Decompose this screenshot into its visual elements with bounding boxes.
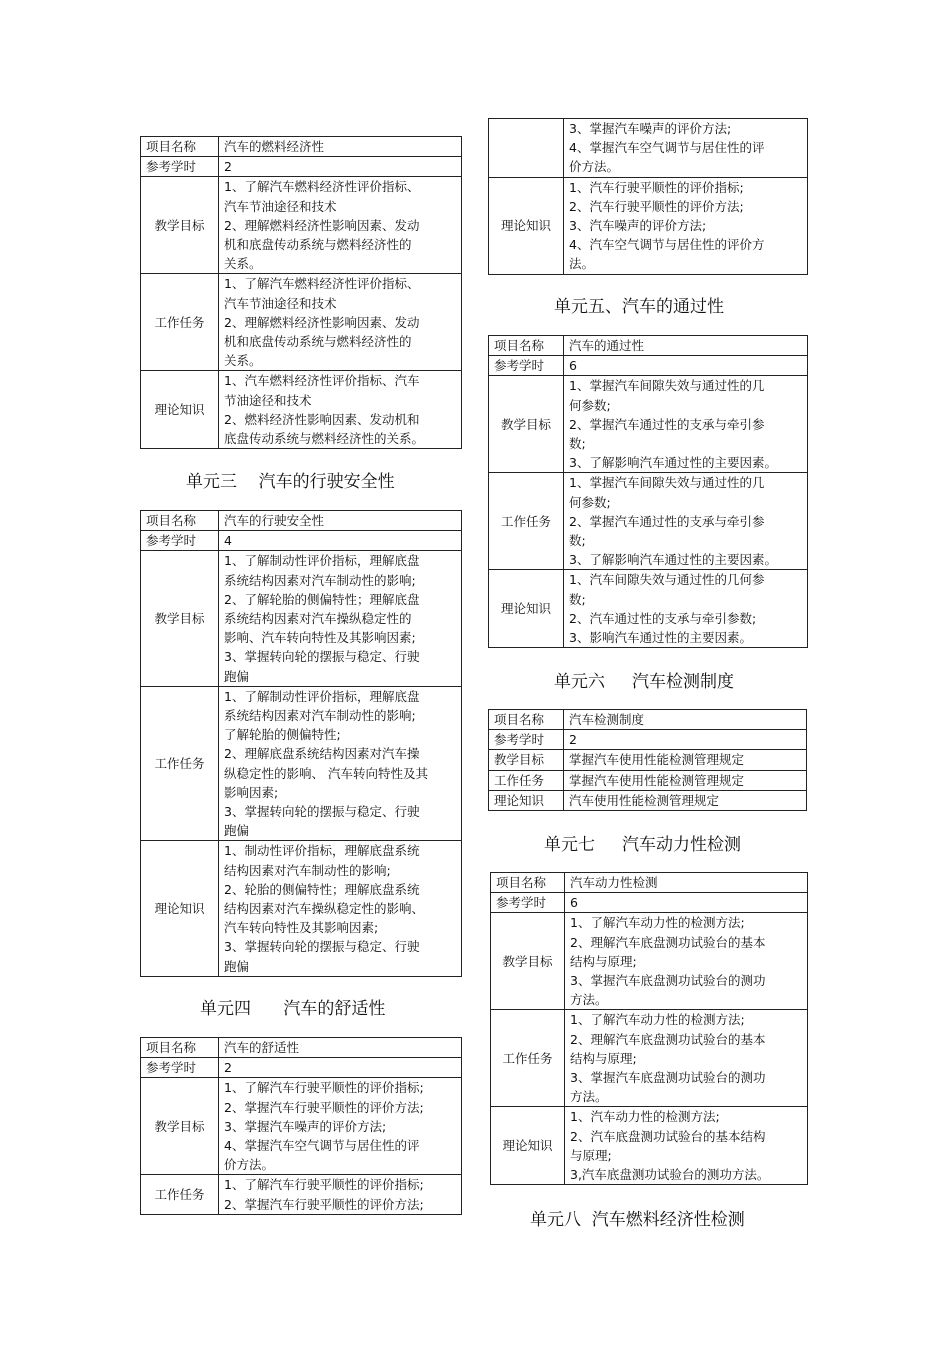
hours-value: 2: [219, 1058, 462, 1078]
hours-label: 参考学时: [489, 730, 564, 750]
theory-value: 1、汽车燃料经济性评价指标、汽车 节油途径和技术 2、燃料经济性影响因素、发动机和 底盘传动系统与燃料经济性的关系。: [219, 371, 462, 449]
task-value: 掌握汽车使用性能检测管理规定: [564, 770, 807, 790]
goal-label: 教学目标: [491, 913, 565, 1010]
goal-label: 教学目标: [489, 750, 564, 770]
hours-value: 4: [219, 531, 462, 551]
unit7-heading: 单元七 汽车动力性检测: [544, 835, 742, 855]
hours-label: 参考学时: [489, 356, 564, 376]
theory-label: 理论知识: [141, 371, 219, 449]
theory-label: 理论知识: [489, 790, 564, 810]
theory-label: 理论知识: [489, 570, 564, 648]
theory-label: 理论知识: [141, 841, 219, 976]
project-name-label: 项目名称: [141, 511, 219, 531]
task-value: 1、了解汽车动力性的检测方法; 2、理解汽车底盘测功试验台的基本 结构与原理; 3、掌握汽车底盘测功试验台的测功 方法。: [565, 1010, 808, 1107]
hours-value: 6: [565, 893, 808, 913]
task-label: 工作任务: [489, 473, 564, 570]
unit4-table: [140, 1037, 462, 1215]
unit4-table-continued: [488, 118, 808, 275]
hours-value: 2: [564, 730, 807, 750]
unit4-heading: 单元四 汽车的舒适性: [200, 999, 386, 1019]
project-name-value: 汽车的通过性: [564, 336, 808, 356]
goal-value: 1、了解汽车行驶平顺性的评价指标; 2、掌握汽车行驶平顺性的评价方法; 3、掌握汽车噪声的评价方法; 4、掌握汽车空气调节与居住性的评 价方法。: [219, 1078, 462, 1175]
hours-label: 参考学时: [491, 893, 565, 913]
goal-label: 教学目标: [141, 1078, 219, 1175]
unit5-heading: 单元五、汽车的通过性: [554, 297, 724, 317]
goal-value: 1、了解汽车动力性的检测方法; 2、理解汽车底盘测功试验台的基本 结构与原理; 3、掌握汽车底盘测功试验台的测功 方法。: [565, 913, 808, 1010]
task-label-continued: [489, 119, 564, 178]
theory-label: 理论知识: [491, 1107, 565, 1185]
unit3-table: [140, 510, 462, 977]
theory-label: 理论知识: [489, 177, 564, 274]
task-value: 1、了解制动性评价指标，理解底盘 系统结构因素对汽车制动性的影响; 了解轮胎的侧偏特性; 2、理解底盘系统结构因素对汽车操 纵稳定性的影响、 汽车转向特性及其 影响因素; 3、掌握转向轮的摆振与稳定、行驶 跑偏: [219, 686, 462, 841]
task-label: 工作任务: [491, 1010, 565, 1107]
goal-value: 掌握汽车使用性能检测管理规定: [564, 750, 807, 770]
goal-label: 教学目标: [141, 551, 219, 686]
project-name-label: 项目名称: [489, 336, 564, 356]
unit8-heading: 单元八 汽车燃料经济性检测: [530, 1210, 745, 1230]
task-label: 工作任务: [489, 770, 564, 790]
project-name-label: 项目名称: [141, 137, 219, 157]
project-name-label: 项目名称: [491, 873, 565, 893]
project-name-value: 汽车的行驶安全性: [219, 511, 462, 531]
goal-value: 1、了解汽车燃料经济性评价指标、 汽车节油途径和技术 2、理解燃料经济性影响因素、发动 机和底盘传动系统与燃料经济性的 关系。: [219, 177, 462, 274]
hours-label: 参考学时: [141, 1058, 219, 1078]
theory-value: 1、汽车动力性的检测方法; 2、汽车底盘测功试验台的基本结构 与原理; 3,汽车底盘测功试验台的测功方法。: [565, 1107, 808, 1185]
task-label: 工作任务: [141, 274, 219, 371]
unit2-table: [140, 136, 462, 449]
goal-value: 1、掌握汽车间隙失效与通过性的几 何参数; 2、掌握汽车通过性的支承与牵引参 数; 3、了解影响汽车通过性的主要因素。: [564, 376, 808, 473]
project-name-label: 项目名称: [141, 1038, 219, 1058]
task-value-continued: 3、掌握汽车噪声的评价方法; 4、掌握汽车空气调节与居住性的评 价方法。: [564, 119, 808, 178]
unit3-heading: 单元三 汽车的行驶安全性: [186, 472, 395, 492]
project-name-value: 汽车的燃料经济性: [219, 137, 462, 157]
hours-value: 6: [564, 356, 808, 376]
theory-value: 汽车使用性能检测管理规定: [564, 790, 807, 810]
theory-value: 1、制动性评价指标，理解底盘系统 结构因素对汽车制动性的影响; 2、轮胎的侧偏特性；理解底盘系统 结构因素对汽车操纵稳定性的影响、 汽车转向特性及其影响因素; 3、掌握转向轮的摆振与稳定、行驶 跑偏: [219, 841, 462, 976]
task-label: 工作任务: [141, 686, 219, 841]
unit7-table: [490, 872, 808, 1185]
project-name-value: 汽车动力性检测: [565, 873, 808, 893]
project-name-value: 汽车检测制度: [564, 710, 807, 730]
goal-label: 教学目标: [141, 177, 219, 274]
theory-value: 1、汽车间隙失效与通过性的几何参 数; 2、汽车通过性的支承与牵引参数; 3、影响汽车通过性的主要因素。: [564, 570, 808, 648]
task-label: 工作任务: [141, 1175, 219, 1214]
task-value: 1、掌握汽车间隙失效与通过性的几 何参数; 2、掌握汽车通过性的支承与牵引参 数; 3、了解影响汽车通过性的主要因素。: [564, 473, 808, 570]
hours-value: 2: [219, 157, 462, 177]
theory-value: 1、汽车行驶平顺性的评价指标; 2、汽车行驶平顺性的评价方法; 3、汽车噪声的评价方法; 4、汽车空气调节与居住性的评价方 法。: [564, 177, 808, 274]
goal-value: 1、了解制动性评价指标，理解底盘 系统结构因素对汽车制动性的影响; 2、了解轮胎的侧偏特性；理解底盘 系统结构因素对汽车操纵稳定性的 影响、汽车转向特性及其影响因素; 3、掌握转向轮的摆振与稳定、行驶 跑偏: [219, 551, 462, 686]
unit6-heading: 单元六 汽车检测制度: [554, 672, 735, 692]
goal-label: 教学目标: [489, 376, 564, 473]
hours-label: 参考学时: [141, 157, 219, 177]
project-name-value: 汽车的舒适性: [219, 1038, 462, 1058]
unit6-table: [488, 709, 807, 811]
project-name-label: 项目名称: [489, 710, 564, 730]
task-value: 1、了解汽车燃料经济性评价指标、 汽车节油途径和技术 2、理解燃料经济性影响因素、发动 机和底盘传动系统与燃料经济性的 关系。: [219, 274, 462, 371]
hours-label: 参考学时: [141, 531, 219, 551]
unit5-table: [488, 335, 808, 648]
task-value: 1、了解汽车行驶平顺性的评价指标; 2、掌握汽车行驶平顺性的评价方法;: [219, 1175, 462, 1214]
